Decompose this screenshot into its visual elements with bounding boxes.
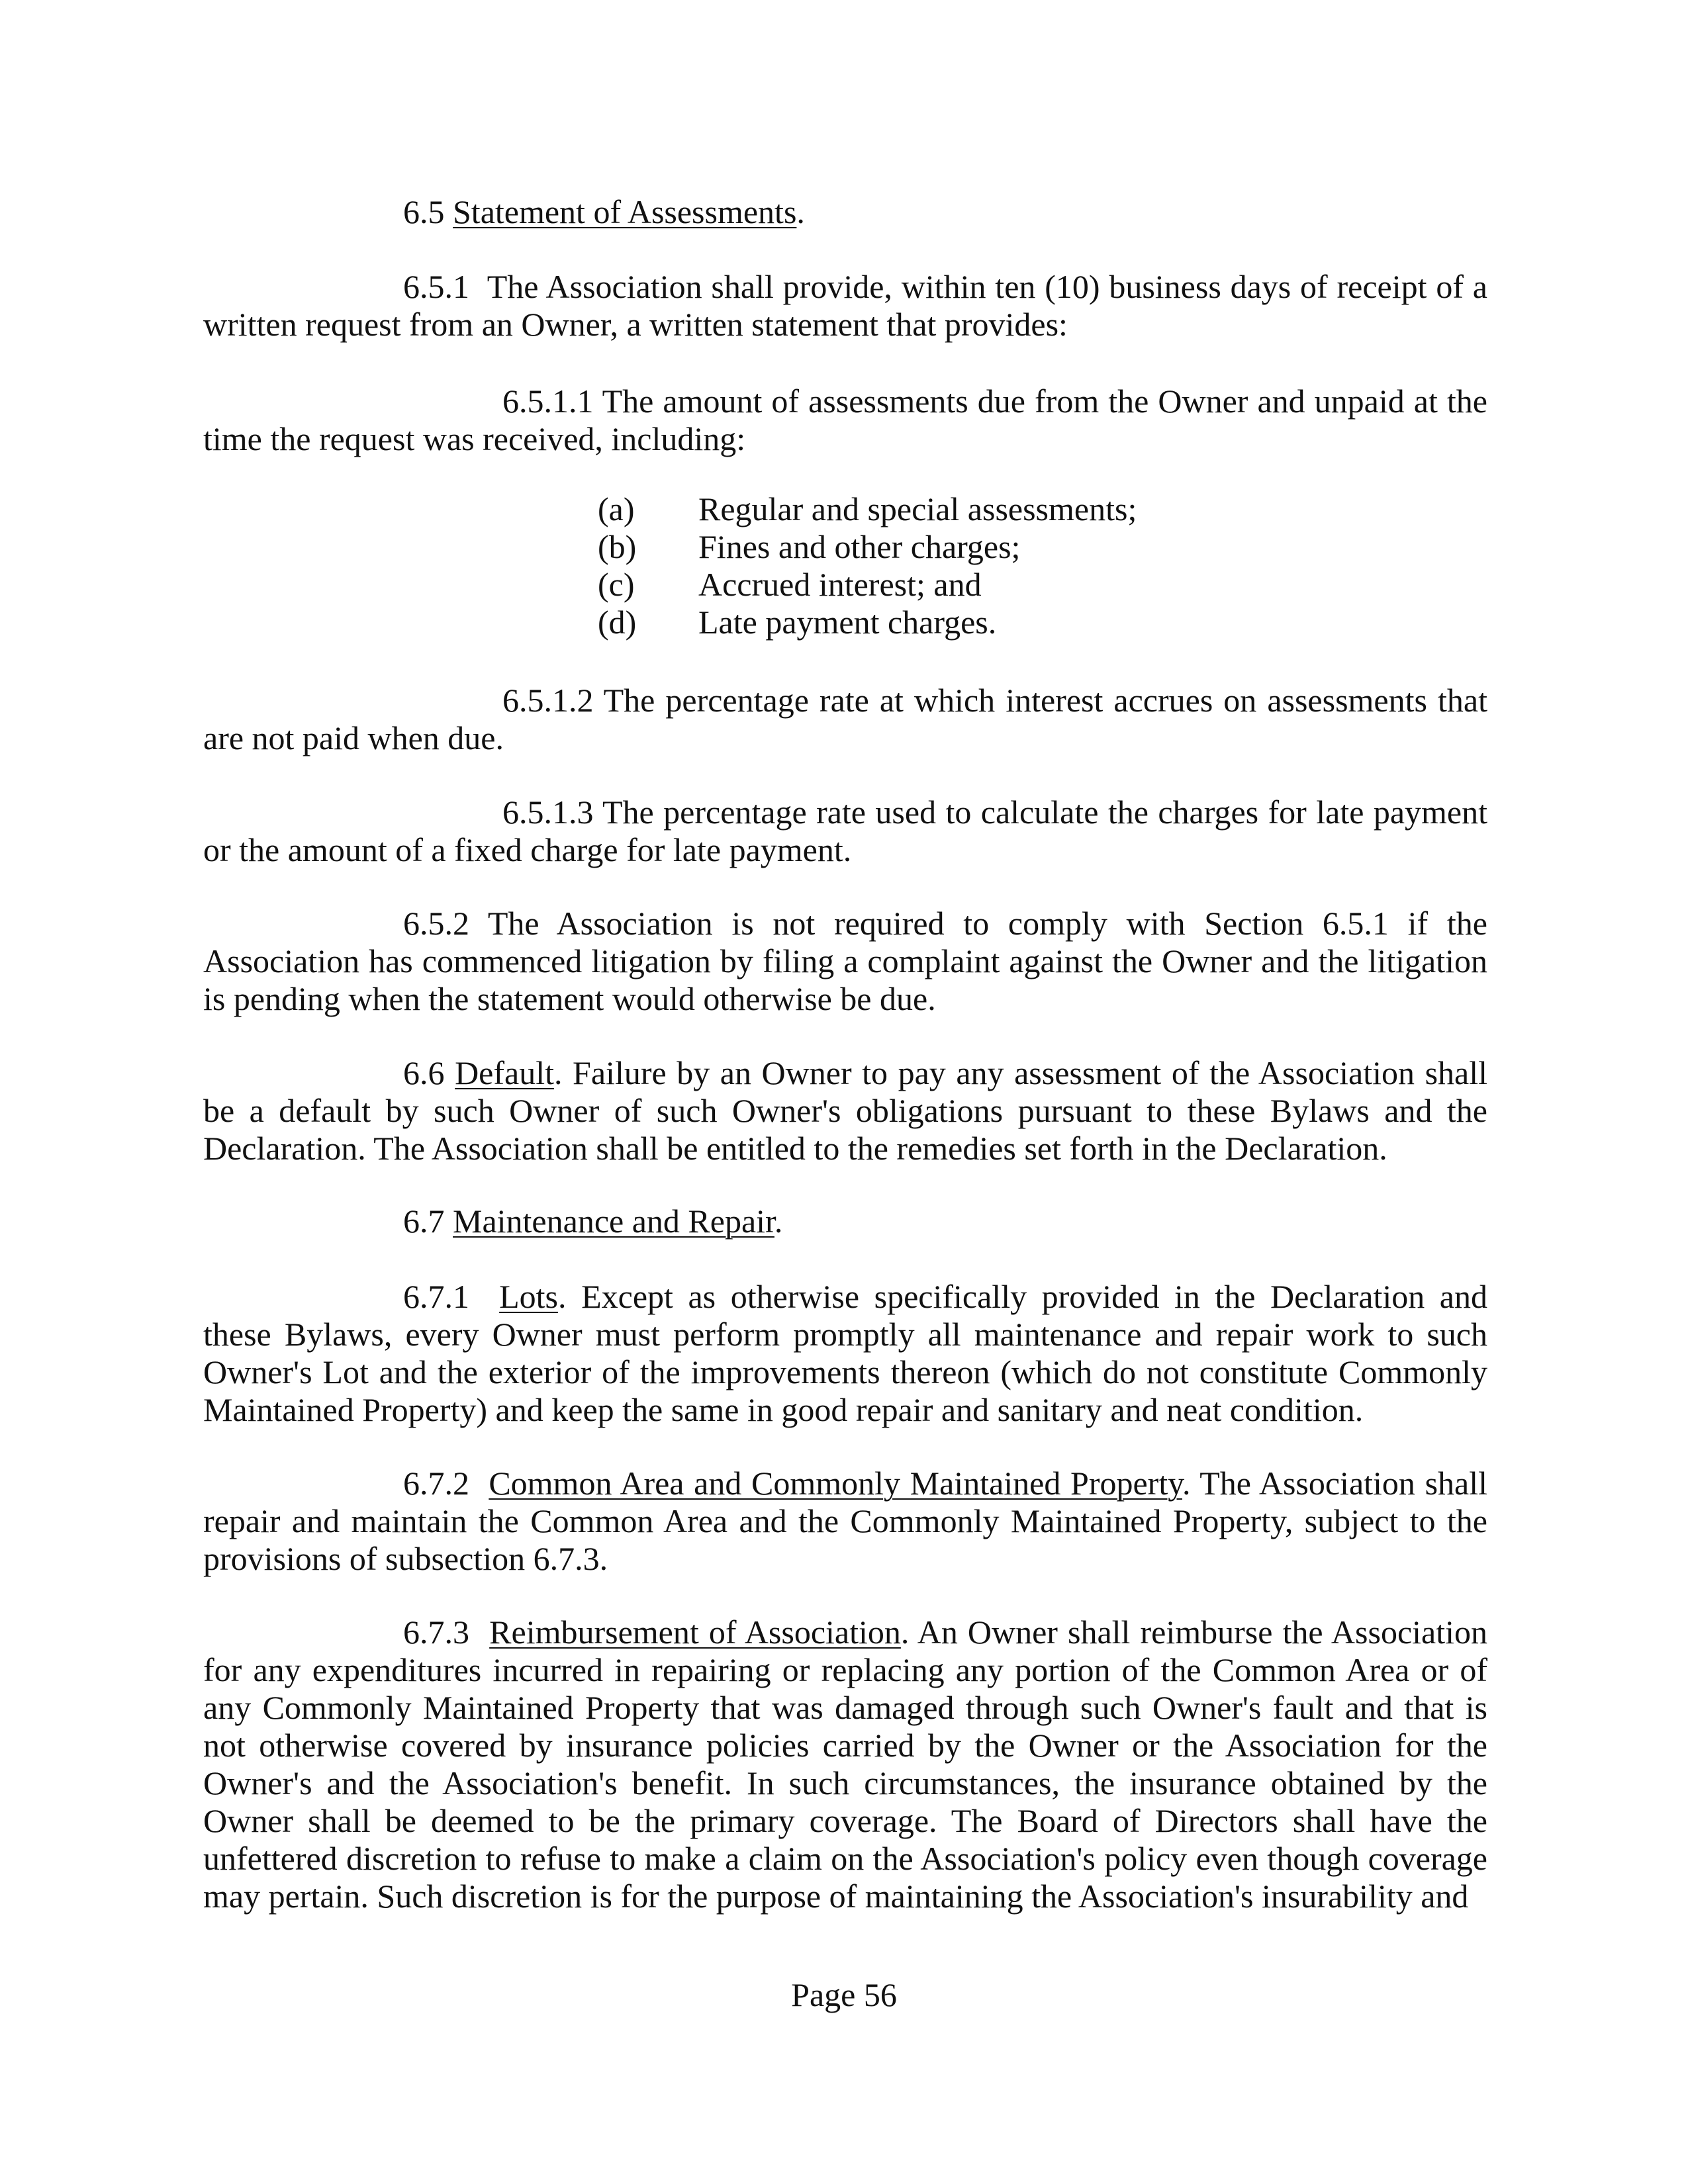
list-marker: (b) [598,528,637,565]
section-number: 6.5.1.1 [502,383,594,420]
list-text: Accrued interest; and [698,566,982,603]
section-number: 6.7.1 [403,1278,469,1315]
section-6-7-1-paragraph [203,1278,1487,1429]
paragraph-text: The Association is not required to comply with Section 6.5.1 if the Association has commenced litigation by filing a complaint against the Owner and the litigation is pending when the statement would otherwise be due. [203,905,1487,1017]
list-item [598,604,1137,641]
section-title-period: . [774,1203,783,1240]
section-title-period: . [796,193,805,230]
section-title: Default [455,1054,554,1091]
section-6-5-1 [203,268,1487,343]
section-title: Statement of Assessments [453,193,797,230]
section-number: 6.5.1.2 [502,682,594,719]
section-6-5-1-2 [203,682,1487,757]
paragraph-text: The percentage rate at which interest accrues on assessments that are not paid when due. [203,682,1487,756]
section-6-5-1-2-paragraph [203,682,1487,757]
section-6-5-1-paragraph [203,268,1487,343]
paragraph-text: . Failure by an Owner to pay any assessment of the Association shall be a default by such Owner of such Owner's obligations pursuant to these Bylaws and the Declaration. The Association shall be entitled to the remedies set forth in the Declaration. [203,1054,1488,1167]
paragraph-text: The amount of assessments due from the Owner and unpaid at the time the request was received, including: [203,383,1487,457]
page-number: Page 56 [791,1976,897,2013]
list-item [598,566,1137,604]
section-number: 6.7.3 [403,1614,469,1651]
list-marker: (a) [598,490,635,527]
section-6-6 [203,1054,1487,1167]
section-number: 6.7 [403,1203,445,1240]
paragraph-text: The Association shall provide, within ten (10) business days of receipt of a written request from an Owner, a written statement that provides: [203,268,1487,343]
list-marker: (d) [598,604,637,641]
section-6-5-1-3-paragraph [203,794,1487,869]
paragraph-text: . An Owner shall reimburse the Association for any expenditures incurred in repairing or replacing any portion of the Common Area or of any Commonly Maintained Property that was damaged through such Owner's fault and that is not otherwise covered by insurance policies carried by the Owner or the Association for the Owner's and the Association's benefit. In such circumstances, the insurance obtained by the Owner shall be deemed to be the primary coverage. The Board of Directors shall have the unfettered discretion to refuse to make a claim on the Association's policy even though coverage may pertain. Such discretion is for the purpose of maintaining the Association's insurability and [203,1614,1488,1915]
section-number: 6.6 [403,1054,445,1091]
list-text: Fines and other charges; [698,528,1021,565]
section-number: 6.5.1 [403,268,469,305]
section-title: Common Area and Commonly Maintained Property [489,1465,1182,1502]
paragraph-text: . Except as otherwise specifically provided in the Declaration and these Bylaws, every Owner must perform promptly all maintenance and repair work to such Owner's Lot and the exterior of the improvements thereon (which do not constitute Commonly Maintained Property) and keep the same in good repair and sanitary and neat condition. [203,1278,1487,1428]
section-6-7-2-paragraph [203,1465,1487,1578]
list-text: Regular and special assessments; [698,490,1137,527]
section-6-7-3-paragraph [203,1614,1487,1915]
paragraph-text: . The Association shall repair and maintain the Common Area and the Commonly Maintained Property, subject to the provisions of subsection 6.7.3. [203,1465,1488,1577]
section-6-7-1 [203,1278,1487,1429]
list-marker: (c) [598,566,635,603]
section-title: Lots [499,1278,559,1315]
list-item [598,528,1137,566]
section-6-5-2 [203,905,1487,1018]
section-6-7-3 [203,1614,1487,1915]
section-6-6-paragraph [203,1054,1487,1167]
section-title: Reimbursement of Association [489,1614,901,1651]
section-number: 6.7.2 [403,1465,469,1502]
assessment-items-list [598,490,1137,641]
section-6-5-1-3 [203,794,1487,869]
section-number: 6.5 [403,193,445,230]
section-6-7-2 [203,1465,1487,1578]
section-6-7-heading [403,1203,782,1240]
list-text: Late payment charges. [698,604,997,641]
section-number: 6.5.2 [403,905,469,942]
section-title: Maintenance and Repair [453,1203,774,1240]
section-6-5-1-1-paragraph [203,383,1487,458]
section-6-5-heading [403,193,805,231]
list-item [598,490,1137,528]
paragraph-text: The percentage rate used to calculate the charges for late payment or the amount of a fixed charge for late payment. [203,794,1487,868]
section-number: 6.5.1.3 [502,794,594,831]
section-6-5-2-paragraph [203,905,1487,1018]
section-6-5-1-1 [203,383,1487,458]
